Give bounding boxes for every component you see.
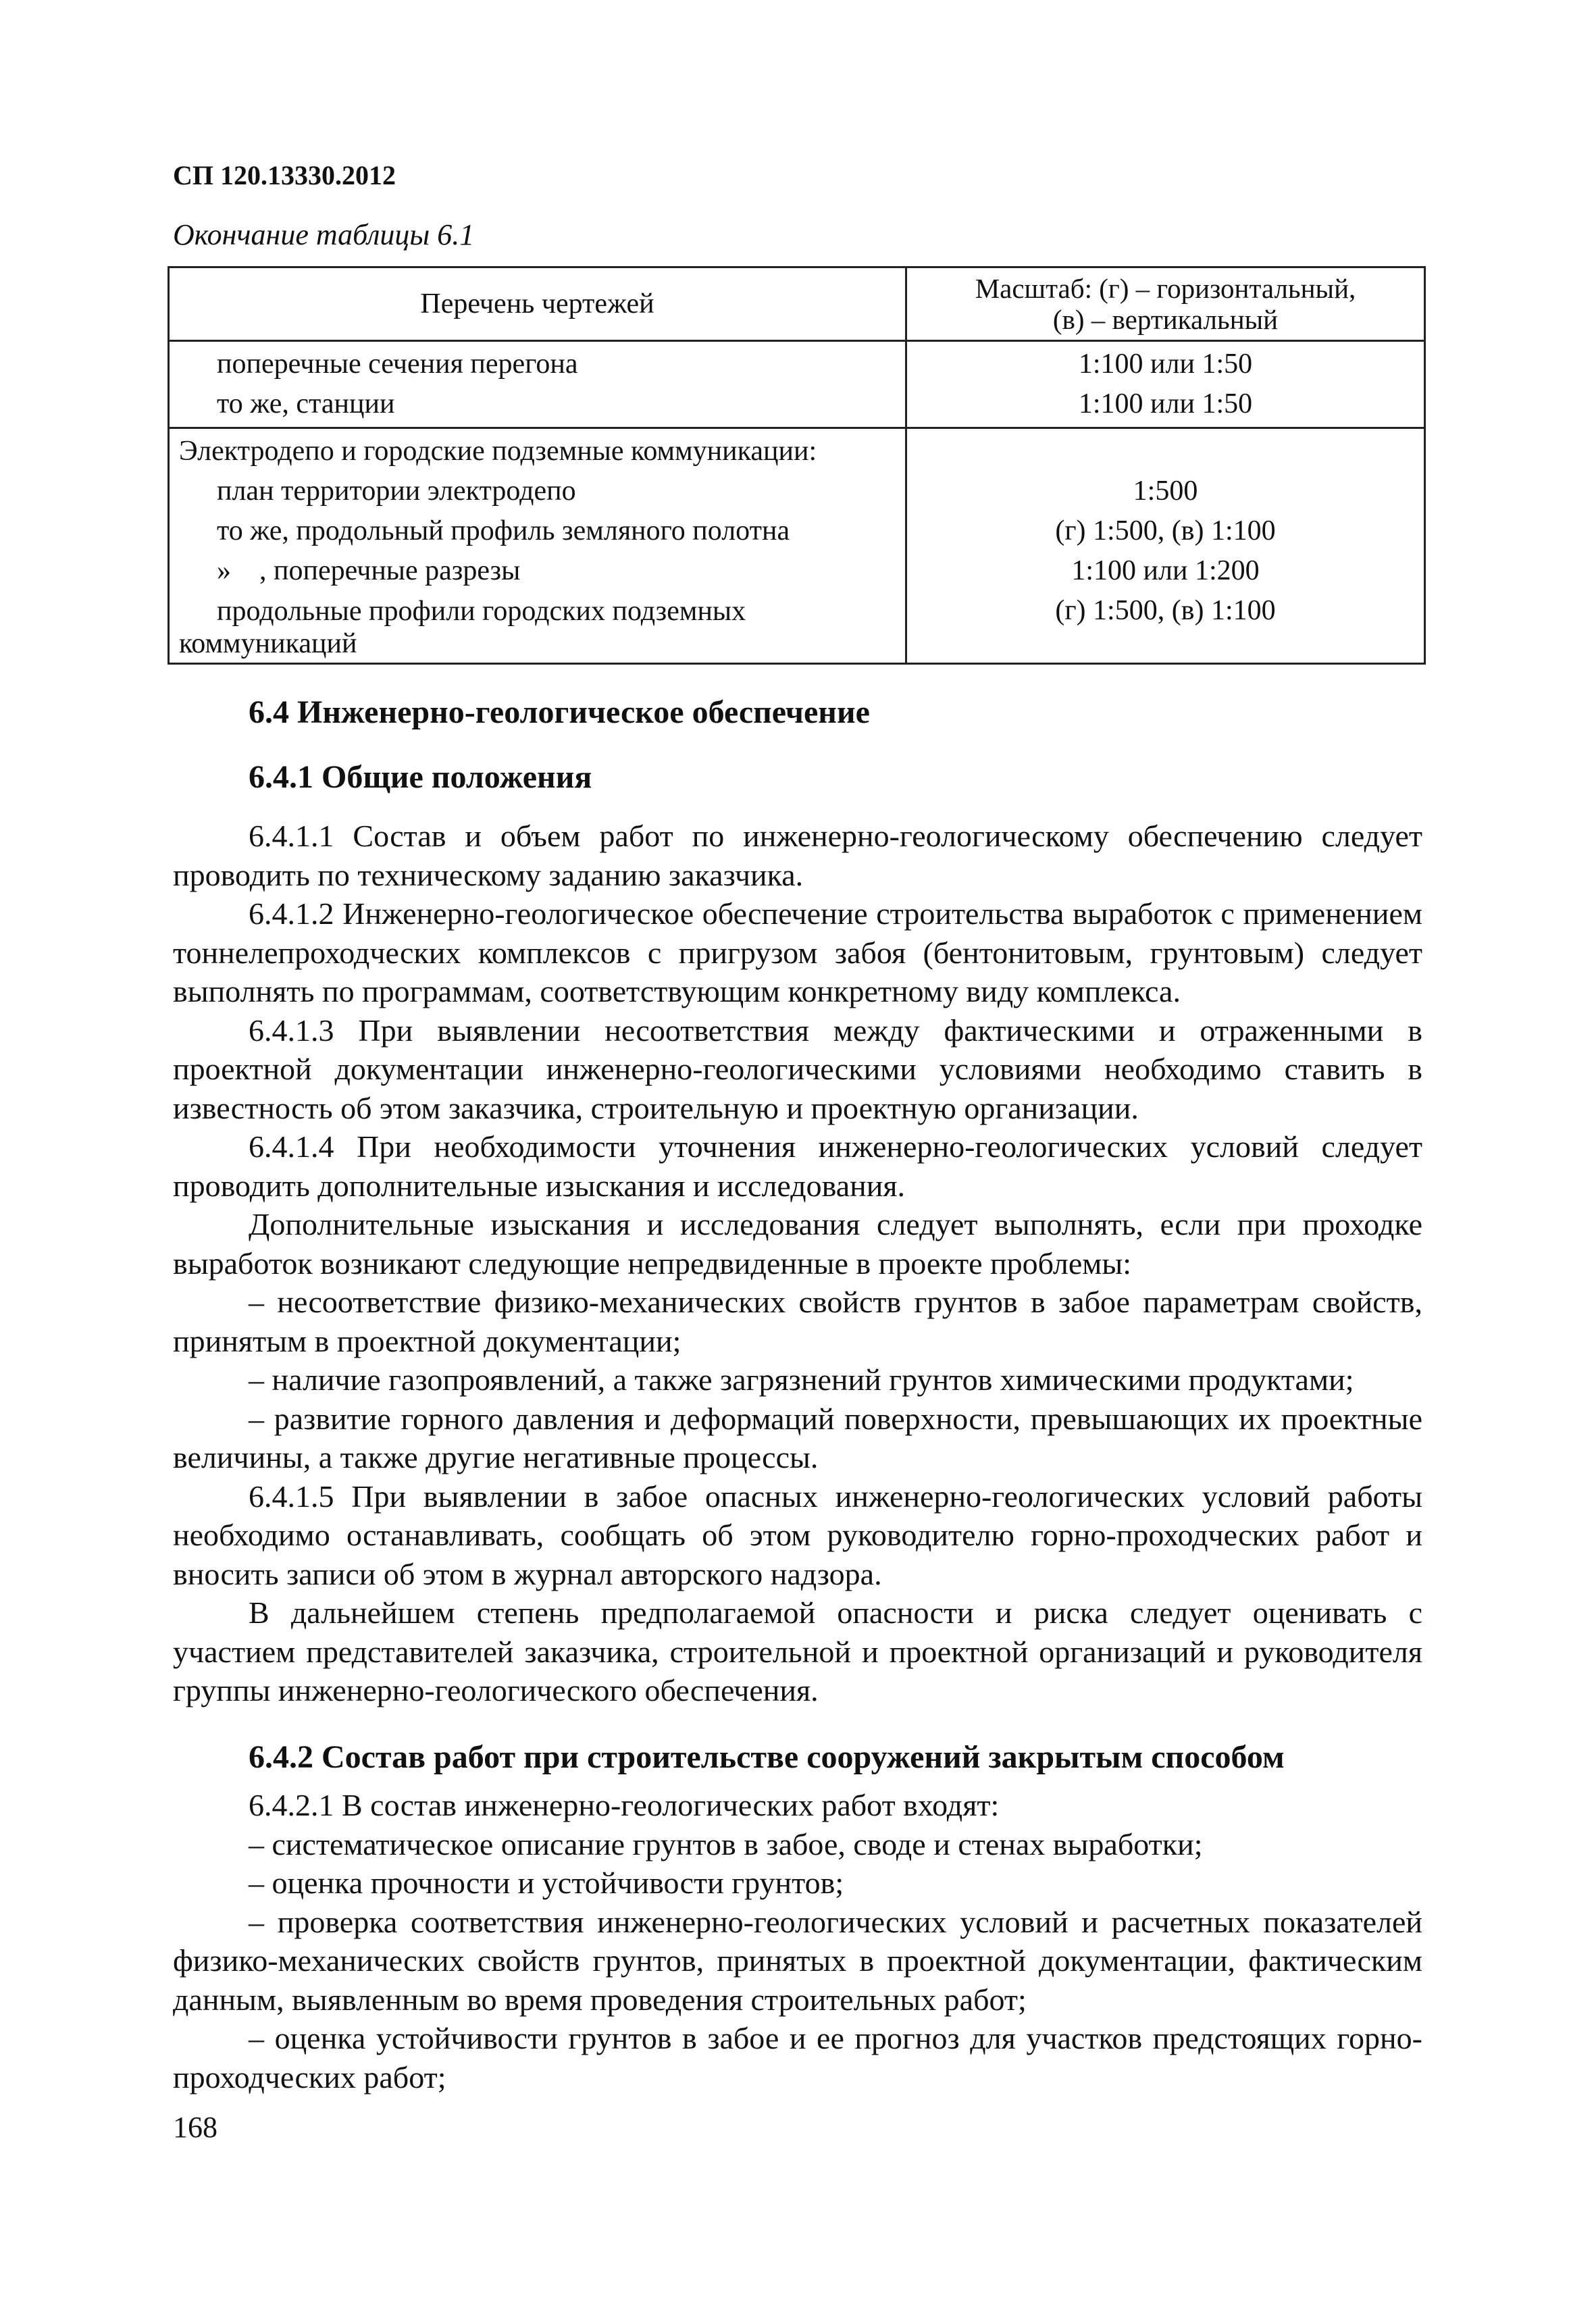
drawing-item: продольные профили городских подземных — [217, 596, 746, 627]
paragraph: 6.4.1.4 При необходимости уточнения инженерно-геологических условий следует проводить дополнительные изыскания и исследования. — [173, 1129, 1422, 1203]
scale-value: (г) 1:500, (в) 1:100 — [1055, 515, 1276, 546]
paragraph: 6.4.1.3 При выявлении несоответствия между фактическими и отраженными в проектной документации инженерно-геологическими условиями необходимо ставить в известность об этом заказчика, строительную и проектную организации. — [173, 1012, 1422, 1125]
list-item: – развитие горного давления и деформаций поверхности, превышающих их проектные величины, а также другие негативные процессы. — [173, 1401, 1422, 1474]
table-header-row — [169, 267, 1425, 341]
table-caption: Окончание таблицы 6.1 — [173, 218, 475, 251]
list-item: – систематическое описание грунтов в забое, своде и стенах выработки; — [249, 1826, 1203, 1861]
subsection-heading: 6.4.1 Общие положения — [249, 759, 592, 795]
paragraph: В дальнейшем степень предполагаемой опасности и риска следует оценивать с участием представителей заказчика, строительной и проектной организаций и руководителя группы инженерно-геологического обеспечения. — [173, 1595, 1422, 1707]
section-heading: 6.4 Инженерно-геологическое обеспечение — [249, 694, 870, 730]
scale-value: 1:100 или 1:50 — [1078, 388, 1253, 419]
blank-line — [907, 432, 1424, 471]
page-number: 168 — [173, 2111, 217, 2144]
list-item: – оценка устойчивости грунтов в забое и ее прогноз для участков предстоящих горно-проходческих работ; — [173, 2021, 1422, 2094]
drawing-item-continuation: коммуникаций — [179, 628, 357, 659]
scale-value: 1:100 или 1:50 — [1078, 349, 1253, 380]
paragraph: 6.4.2.1 В состав инженерно-геологических работ входят: — [249, 1788, 1000, 1822]
table-row — [169, 341, 1425, 428]
document-code: СП 120.13330.2012 — [173, 160, 396, 190]
scale-value: (г) 1:500, (в) 1:100 — [1055, 595, 1276, 626]
drawing-item: план территории электродепо — [217, 475, 576, 507]
group-title: Электродепо и городские подземные коммуникации: — [179, 436, 817, 467]
drawings-scale-table — [168, 266, 1426, 665]
paragraph: 6.4.1.1 Состав и объем работ по инженерно-геологическому обеспечению следует проводить по техническому заданию заказчика. — [173, 819, 1422, 892]
scale-cell — [906, 341, 1425, 428]
column-header-scale-line2: (в) – вертикальный — [1052, 304, 1279, 335]
column-header-scale-line1: Масштаб: (г) – горизонтальный, — [975, 273, 1356, 304]
list-item: – проверка соответствия инженерно-геологических условий и расчетных показателей физико-механических свойств грунтов, принятых в проектной документации, фактическим данным, выявленным во время проведения строительных работ; — [173, 1904, 1422, 2017]
list-item: – наличие газопроявлений, а также загрязнений грунтов химическими продуктами; — [249, 1362, 1354, 1397]
list-item: – оценка прочности и устойчивости грунтов; — [249, 1866, 844, 1900]
section-6-4 — [173, 692, 1422, 1710]
column-header-drawings: Перечень чертежей — [169, 267, 906, 341]
drawing-item: то же, продольный профиль земляного полотна — [217, 515, 790, 546]
paragraph: Дополнительные изыскания и исследования следует выполнять, если при проходке выработок возникают следующие непредвиденные в проекте проблемы: — [173, 1207, 1422, 1281]
drawings-cell — [169, 341, 906, 428]
scale-cell — [906, 428, 1425, 664]
list-item: – несоответствие физико-механических свойств грунтов в забое параметрам свойств, принятым в проектной документации; — [173, 1285, 1422, 1358]
column-header-scale — [906, 267, 1425, 341]
drawing-item: то же, станции — [217, 388, 395, 419]
section-6-4-2 — [173, 1737, 1422, 2097]
subsection-heading: 6.4.2 Состав работ при строительстве сооружений закрытым способом — [249, 1739, 1285, 1775]
table-row — [169, 428, 1425, 664]
scale-value: 1:100 или 1:200 — [1071, 555, 1260, 586]
paragraph: 6.4.1.5 При выявлении в забое опасных инженерно-геологических условий работы необходимо останавливать, сообщать об этом руководителю горно-проходческих работ и вносить записи об этом в журнал авторского надзора. — [173, 1479, 1422, 1591]
paragraph: 6.4.1.2 Инженерно-геологическое обеспечение строительства выработок с применением тоннелепроходческих комплексов с пригрузом забоя (бентонитовым, грунтовым) следует выполнять по программам, соответствующим конкретному виду комплекса. — [173, 896, 1422, 1008]
drawing-item: поперечные сечения перегона — [217, 349, 578, 380]
drawings-cell — [169, 428, 906, 664]
scale-value: 1:500 — [1133, 475, 1198, 507]
drawing-item: » , поперечные разрезы — [217, 555, 521, 586]
